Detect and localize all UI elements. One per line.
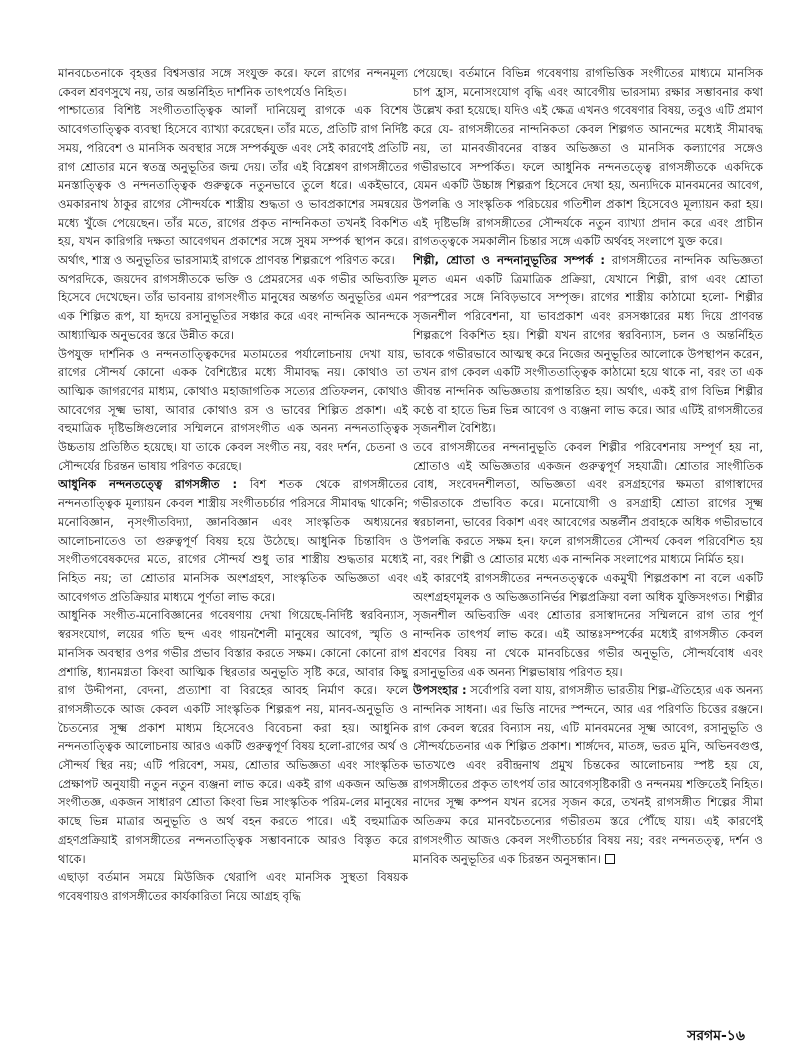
paragraph: এছাড়া বর্তমান সময়ে মিউজিক থেরাপি এবং মানসিক সুস্থতা বিষয়ক গবেষণায়ও রাগসঙ্গীতের কার্যকারিতা নিয়ে আগ্রহ বৃদ্ধি (58, 870, 408, 903)
section-paragraph (413, 681, 763, 868)
section-heading: উপসংহার : (413, 683, 467, 698)
paragraph-text: সর্বোপরি বলা যায়, রাগসঙ্গীত ভারতীয় শিল্প-ঐতিহ্যের এক অনন্য নান্দনিক সাধনা। এর ভিত্তি নাদের স্পন্দনে, আর এর পরিণতি চিত্তের রঞ্জনে। রাগ কেবল স্বরের বিন্যাস নয়, এটি মানবমনের সূক্ষ্ম আবেগ, রসানুভূতি ও সৌন্দর্যচেতনার এক শিল্পিত প্রকাশ। শার্ঙ্গদেব, মাতঙ্গ, ভরত মুনি, অভিনবগুপ্ত, ভাতখণ্ডে এবং রবীন্দ্রনাথ প্রমুখ চিন্তকের আলোচনায় স্পষ্ট হয় যে, রাগসঙ্গীতের প্রকৃত তাৎপর্য তার আবেগসৃষ্টিকারী ও নন্দনময় শক্তিতেই নিহিত। নাদের সূক্ষ্ম কম্পন যখন রসের সৃজন করে, তখনই রাগসঙ্গীত শিল্পের সীমা অতিক্রম করে মানবচৈতন্যের গভীরতম স্তরে পৌঁছে যায়। এই কারণেই রাগসংগীত আজও কেবল সংগীতচর্চার বিষয় নয়; বরং নন্দনতত্ত্ব, দর্শন ও মানবিক অনুভূতির এক চিরন্তন অনুসন্ধান। (413, 683, 763, 866)
paragraph: পেয়েছে। বর্তমানে বিভিন্ন গবেষণায় রাগভিত্তিক সংগীতের মাধ্যমে মানসিক চাপ হ্রাস, মনোসংযোগ বৃদ্ধি এবং আবেগীয় ভারসাম্য রক্ষার সম্ভাবনার কথা উল্লেখ করা হয়েছে। যদিও এই ক্ষেত্র এখনও গবেষণার বিষয়, তবুও এটি প্রমাণ করে যে- রাগসঙ্গীতের নান্দনিকতা কেবল শিল্পগত আনন্দের মধ্যেই সীমাবদ্ধ নয়, তা মানবজীবনের বাস্তব অভিজ্ঞতা ও মানসিক কল্যাণের সঙ্গেও গভীরভাবে সম্পর্কিত। ফলে আধুনিক নন্দনতত্ত্বে রাগসঙ্গীতকে একদিকে যেমন একটি উচ্চাঙ্গ শিল্পরূপ হিসেবে দেখা হয়, অন্যদিকে মানবমনের আবেগ, উপলব্ধি ও সাংস্কৃতিক পরিচয়ের গতিশীল প্রকাশ হিসেবেও মূল্যায়ন করা হয়। এই দৃষ্টিভঙ্গি রাগসঙ্গীতের সৌন্দর্যকে নতুন ব্যাখ্যা প্রদান করে এবং প্রাচীন রাগতত্ত্বকে সমকালীন চিন্তার সঙ্গে একটি অর্থবহ সংলাপে যুক্ত করে। (413, 66, 763, 249)
section-paragraph (58, 475, 408, 606)
paragraph: মানবচেতনাকে বৃহত্তর বিশ্বসত্তার সঙ্গে সংযুক্ত করে। ফলে রাগের নন্দনমূল্য কেবল শ্রবণসুখে নয়, তার অন্তর্নিহিত দার্শনিক তাৎপর্যেও নিহিত। (58, 66, 408, 99)
paragraph: উপযুক্ত দার্শনিক ও নন্দনতাত্ত্বিকদের মতামতের পর্যালোচনায় দেখা যায়, রাগের সৌন্দর্য কোনো একক বৈশিষ্ট্যের মধ্যে সীমাবদ্ধ নয়। কোথাও তা আত্মিক জাগরণের মাধ্যম, কোথাও মহাজাগতিক সত্যের প্রতিফলন, কোথাও আবেগের সূক্ষ্ম ভাষা, আবার কোথাও রস ও ভাবের শিল্পিত প্রকাশ। এই বহুমাত্রিক দৃষ্টিভঙ্গিগুলোর সম্মিলনে রাগসংগীত এক অনন্য নন্দনতাত্ত্বিক উচ্চতায় প্রতিষ্ঠিত হয়েছে। যা তাকে কেবল সংগীত নয়, বরং দর্শন, চেতনা ও সৌন্দর্যের চিরন্তন ভাষায় পরিণত করেছে। (58, 346, 408, 473)
section-heading: শিল্পী, শ্রোতা ও নন্দনানুভূতির সম্পর্ক : (413, 253, 605, 268)
paragraph: অপরদিকে, জয়দেব রাগসঙ্গীতকে ভক্তি ও প্রেমরসের এক গভীর অভিব্যক্তি হিসেবে দেখেছেন। তাঁর ভাবনায় রাগসংগীত মানুষের অন্তর্গত অনুভূতির এমন এক শিল্পিত রূপ, যা হৃদয়ে রসানুভূতির সঞ্চার করে এবং নান্দনিক আনন্দকে আধ্যাত্মিক অনুভবের স্তরে উন্নীত করে। (58, 271, 408, 342)
paragraph: পাশ্চাত্যের বিশিষ্ট সংগীততাত্ত্বিক আলাঁ দানিয়েলু রাগকে এক বিশেষ আবেগতাত্ত্বিক ব্যবস্থা হিসেবে ব্যাখ্যা করেছেন। তাঁর মতে, প্রতিটি রাগ নির্দিষ্ট সময়, পরিবেশ ও মানসিক অবস্থার সঙ্গে সম্পর্কযুক্ত এবং সেই কারণেই প্রতিটি রাগ শ্রোতার মনে স্বতন্ত্র অনুভূতির জন্ম দেয়। তাঁর এই বিশ্লেষণ রাগসঙ্গীতের মনস্তাত্ত্বিক ও নন্দনতাত্ত্বিক গুরুত্বকে নতুনভাবে তুলে ধরে। একইভাবে, ওমকারনাথ ঠাকুর রাগের সৌন্দর্যকে শাস্ত্রীয় শুদ্ধতা ও ভাবপ্রকাশের সমন্বয়ের মধ্যে খুঁজে পেয়েছেন। তাঁর মতে, রাগের প্রকৃত নান্দনিকতা তখনই বিকশিত হয়, যখন কারিগরি দক্ষতা আবেগঘন প্রকাশের সঙ্গে সুষম সম্পর্ক স্থাপন করে। অর্থাৎ, শাস্ত্র ও অনুভূতির ভারসাম্যই রাগকে প্রাণবন্ত শিল্পরূপে পরিণত করে। (58, 103, 408, 268)
paragraph-text: বিশ শতক থেকে রাগসঙ্গীতের নন্দনতাত্ত্বিক মূল্যায়ন কেবল শাস্ত্রীয় সংগীতচর্চার পরিসরে সীমাবদ্ধ থাকেনি; মনোবিজ্ঞান, নৃসংগীতবিদ্যা, জ্ঞানবিজ্ঞান এবং সাংস্কৃতিক অধ্যয়নের আলোচনাতেও তা গুরুত্বপূর্ণ বিষয় হয়ে উঠেছে। আধুনিক চিন্তাবিদ ও সংগীতগবেষকদের মতে, রাগের সৌন্দর্য শুধু তার শাস্ত্রীয় শুদ্ধতার মধ্যেই নিহিত নয়; তা শ্রোতার মানসিক অংশগ্রহণ, সাংস্কৃতিক অভিজ্ঞতা এবং আবেগগত প্রতিক্রিয়ার মাধ্যমে পূর্ণতা লাভ করে। (58, 477, 408, 604)
section-heading: আধুনিক নন্দনতত্ত্বে রাগসঙ্গীত : (58, 477, 238, 492)
end-of-article-icon (605, 854, 615, 864)
paragraph: তবে রাগসঙ্গীতের নন্দনানুভূতি কেবল শিল্পীর পরিবেশনায় সম্পূর্ণ হয় না, শ্রোতাও এই অভিজ্ঞতার একজন গুরুত্বপূর্ণ সহযাত্রী। শ্রোতার সাংগীতিক বোধ, সংবেদনশীলতা, অভিজ্ঞতা এবং রসগ্রহণের ক্ষমতা রাগাস্বাদের গভীরতাকে প্রভাবিত করে। মনোযোগী ও রসগ্রাহী শ্রোতা রাগের সূক্ষ্ম স্বরচালনা, ভাবের বিকাশ এবং আবেগের অন্তর্লীন প্রবাহকে অধিক গভীরভাবে উপলব্ধি করতে সক্ষম হন। ফলে রাগসঙ্গীতের সৌন্দর্য কেবল পরিবেশিত হয় না, বরং শিল্পী ও শ্রোতার মধ্যে এক নান্দনিক সংলাপের মাধ্যমে নির্মিত হয়। (413, 440, 763, 567)
paragraph: আধুনিক সংগীত-মনোবিজ্ঞানের গবেষণায় দেখা গিয়েছে-নির্দিষ্ট স্বরবিন্যাস, স্বরসংযোগ, লয়ের গতি ছন্দ এবং গায়নশৈলী মানুষের আবেগ, স্মৃতি ও মানসিক অবস্থার ওপর গভীর প্রভাব বিস্তার করতে সক্ষম। কোনো কোনো রাগ প্রশান্তি, ধ্যানমগ্নতা কিংবা আত্মিক স্থিরতার অনুভূতি সৃষ্টি করে, আবার কিছু রাগ উদ্দীপনা, বেদনা, প্রত্যাশা বা বিরহের আবহ নির্মাণ করে। ফলে রাগসঙ্গীতকে আজ কেবল একটি সাংস্কৃতিক শিল্পরূপ নয়, মানব-অনুভূতি ও চৈতন্যের সূক্ষ্ম প্রকাশ মাধ্যম হিসেবেও বিবেচনা করা হয়। আধুনিক নন্দনতাত্ত্বিক আলোচনায় আরও একটি গুরুত্বপূর্ণ বিষয় হলো-রাগের অর্থ ও সৌন্দর্য স্থির নয়; এটি পরিবেশ, সময়, শ্রোতার অভিজ্ঞতা এবং সাংস্কৃতিক প্রেক্ষাপট অনুযায়ী নতুন নতুন ব্যঞ্জনা লাভ করে। একই রাগ একজন অভিজ্ঞ সংগীতজ্ঞ, একজন সাধারণ শ্রোতা কিংবা ভিন্ন সাংস্কৃতিক পরিম-লের মানুষের কাছে ভিন্ন মাত্রার অনুভূতি ও অর্থ বহন করতে পারে। এই বহুমাত্রিক গ্রহণপ্রক্রিয়াই রাগসঙ্গীতের নন্দনতাত্ত্বিক সম্ভাবনাকে আরও বিস্তৃত করে থাকে। (58, 608, 408, 866)
paragraph: এই কারণেই রাগসঙ্গীতের নন্দনতত্ত্বকে একমুখী শিল্পপ্রকাশ না বলে একটি অংশগ্রহণমূলক ও অভিজ্ঞতানির্ভর শিল্পপ্রক্রিয়া বলা অধিক যুক্তিসংগত। শিল্পীর সৃজনশীল অভিব্যক্তি এবং শ্রোতার রসাস্বাদনের সম্মিলনে রাগ তার পূর্ণ নান্দনিক তাৎপর্য লাভ করে। এই আন্তঃসম্পর্কের মধ্যেই রাগসঙ্গীত কেবল শ্রবণের বিষয় না থেকে মানবচিত্তের গভীর অনুভূতি, সৌন্দর্যবোধ এবং রসানুভূতির এক অনন্য শিল্পভাষায় পরিণত হয়। (413, 570, 763, 679)
section-paragraph (413, 251, 763, 438)
left-column (58, 64, 408, 1004)
paragraph-text: রাগসঙ্গীতের নান্দনিক অভিজ্ঞতা মূলত এমন একটি ত্রিমাত্রিক প্রক্রিয়া, যেখানে শিল্পী, রাগ এবং শ্রোতা পরস্পরের সঙ্গে নিবিড়ভাবে সম্পৃক্ত। রাগের শাস্ত্রীয় কাঠামো হলো- শিল্পীর সৃজনশীল পরিবেশনা, যা ভাবপ্রকাশ এবং রসসঞ্চারের মধ্য দিয়ে প্রাণবন্ত শিল্পরূপে বিকশিত হয়। শিল্পী যখন রাগের স্বরবিন্যাস, চলন ও অন্তর্নিহিত ভাবকে গভীরভাবে আত্মস্থ করে নিজের অনুভূতির আলোকে উপস্থাপন করেন, তখন রাগ কেবল একটি সংগীততাত্ত্বিক কাঠামো হয়ে থাকে না, বরং তা এক জীবন্ত নান্দনিক অভিজ্ঞতায় রূপান্তরিত হয়। অর্থাৎ, একই রাগ বিভিন্ন শিল্পীর কণ্ঠে বা হাতে ভিন্ন ভিন্ন আবেগ ও ব্যঞ্জনা লাভ করে। আর এটিই রাগসঙ্গীতের সৃজনশীল বৈশিষ্ট্য। (413, 253, 763, 436)
page-number: সরগম-১৬ (687, 1028, 745, 1044)
right-column (413, 64, 763, 1004)
